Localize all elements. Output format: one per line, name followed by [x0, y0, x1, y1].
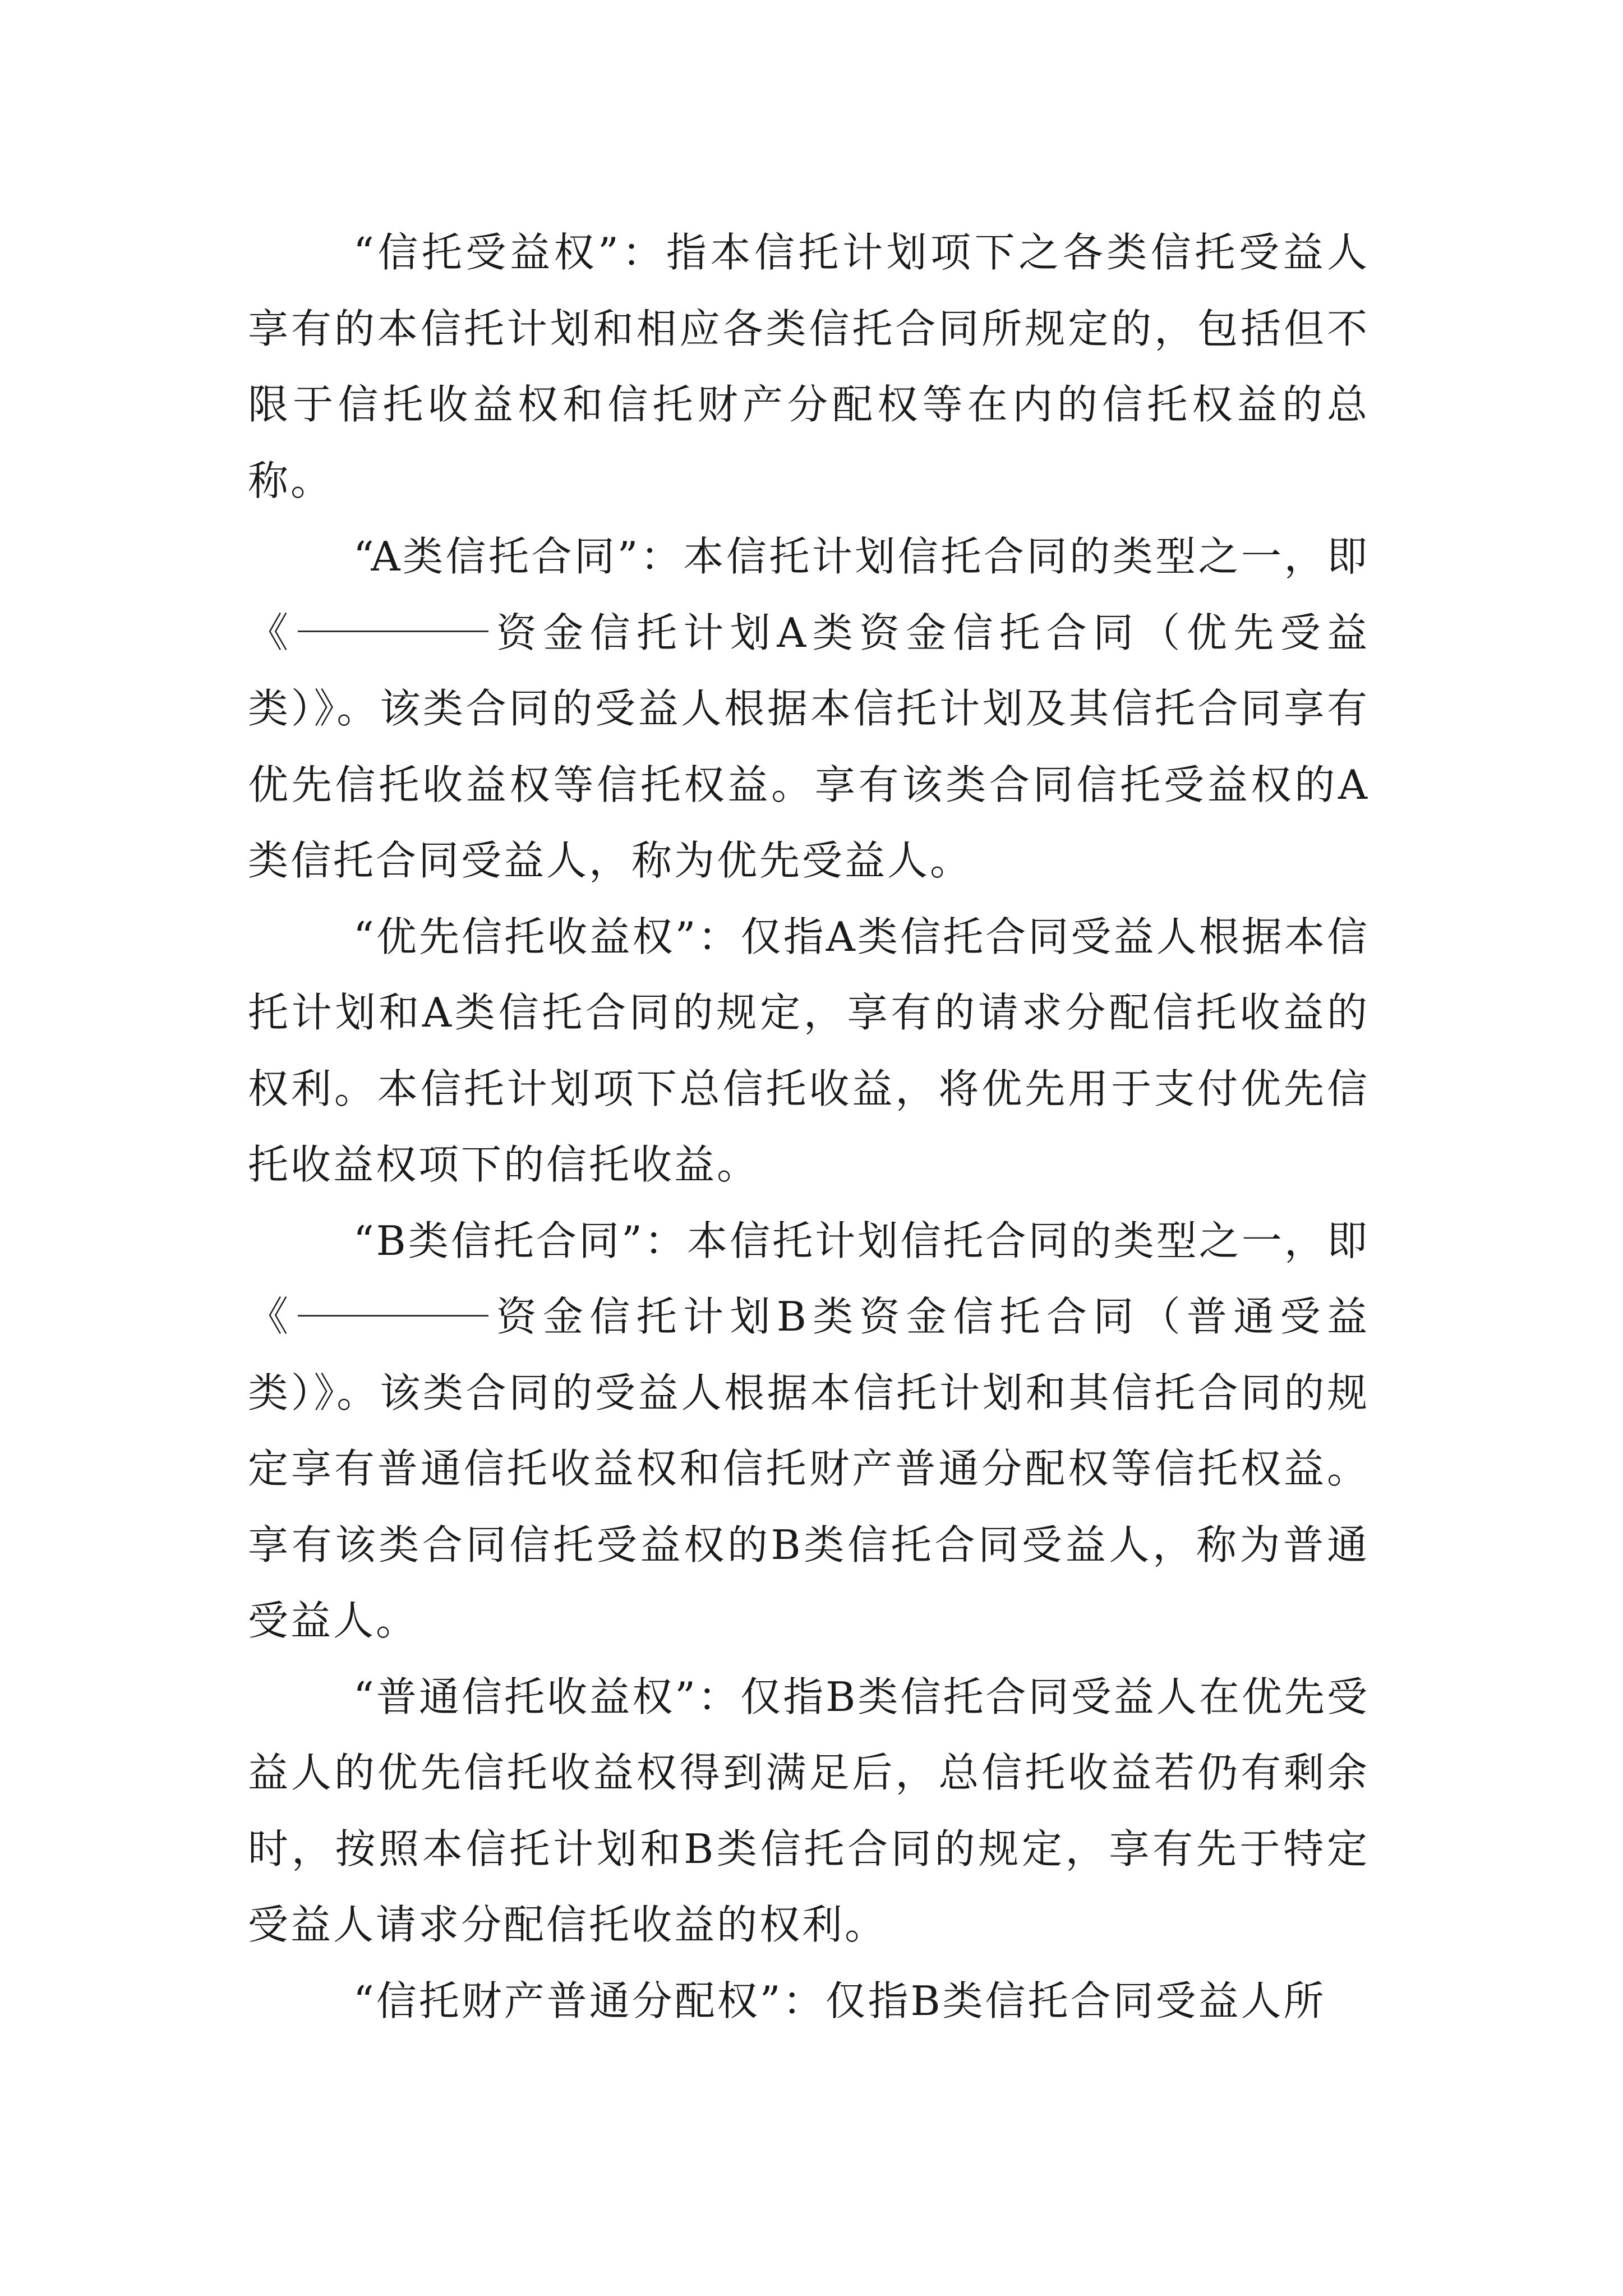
paragraph-priority-income-right: [248, 899, 1370, 1203]
paragraph-ordinary-income-right: [248, 1659, 1370, 1963]
blank-fill-line: [298, 630, 488, 632]
document-body: [248, 215, 1370, 2039]
paragraph-class-a-contract: [248, 519, 1370, 899]
paragraph-class-b-contract: [248, 1203, 1370, 1659]
blank-fill-line: [298, 1314, 488, 1317]
paragraph-text: “普通信托收益权”：仅指B类信托合同受益人在优先受益人的优先信托收益权得到满足后，总信托收益若仍有剩余时，按照本信托计划和B类信托合同的规定，享有先于特定受益人请求分配信托收益的权利。: [248, 1673, 1370, 1948]
paragraph-text-after-blank: 资金信托计划B类资金信托合同（普通受益类）》。该类合同的受益人根据本信托计划和其信托合同的规定享有普通信托收益权和信托财产普通分配权等信托权益。享有该类合同信托受益权的B类信托合同受益人，称为普通受益人。: [248, 1293, 1370, 1644]
paragraph-text: “信托财产普通分配权”：仅指B类信托合同受益人所: [353, 1977, 1326, 2024]
paragraph-text: “信托受益权”：指本信托计划项下之各类信托受益人享有的本信托计划和相应各类信托合同所规定的，包括但不限于信托收益权和信托财产分配权等在内的信托权益的总称。: [248, 229, 1370, 504]
paragraph-ordinary-distribution-right: [248, 1963, 1370, 2040]
paragraph-trust-beneficial-right: [248, 215, 1370, 519]
paragraph-text-before-blank: “A类信托合同”：本信托计划信托合同的类型之一，即《: [248, 533, 1370, 656]
paragraph-text-before-blank: “B类信托合同”：本信托计划信托合同的类型之一，即《: [248, 1217, 1370, 1340]
paragraph-text-after-blank: 资金信托计划A类资金信托合同（优先受益类）》。该类合同的受益人根据本信托计划及其信托合同享有优先信托收益权等信托权益。享有该类合同信托受益权的A类信托合同受益人，称为优先受益人。: [248, 609, 1370, 884]
paragraph-text: “优先信托收益权”：仅指A类信托合同受益人根据本信托计划和A类信托合同的规定，享有的请求分配信托收益的权利。本信托计划项下总信托收益，将优先用于支付优先信托收益权项下的信托收益。: [248, 913, 1370, 1188]
